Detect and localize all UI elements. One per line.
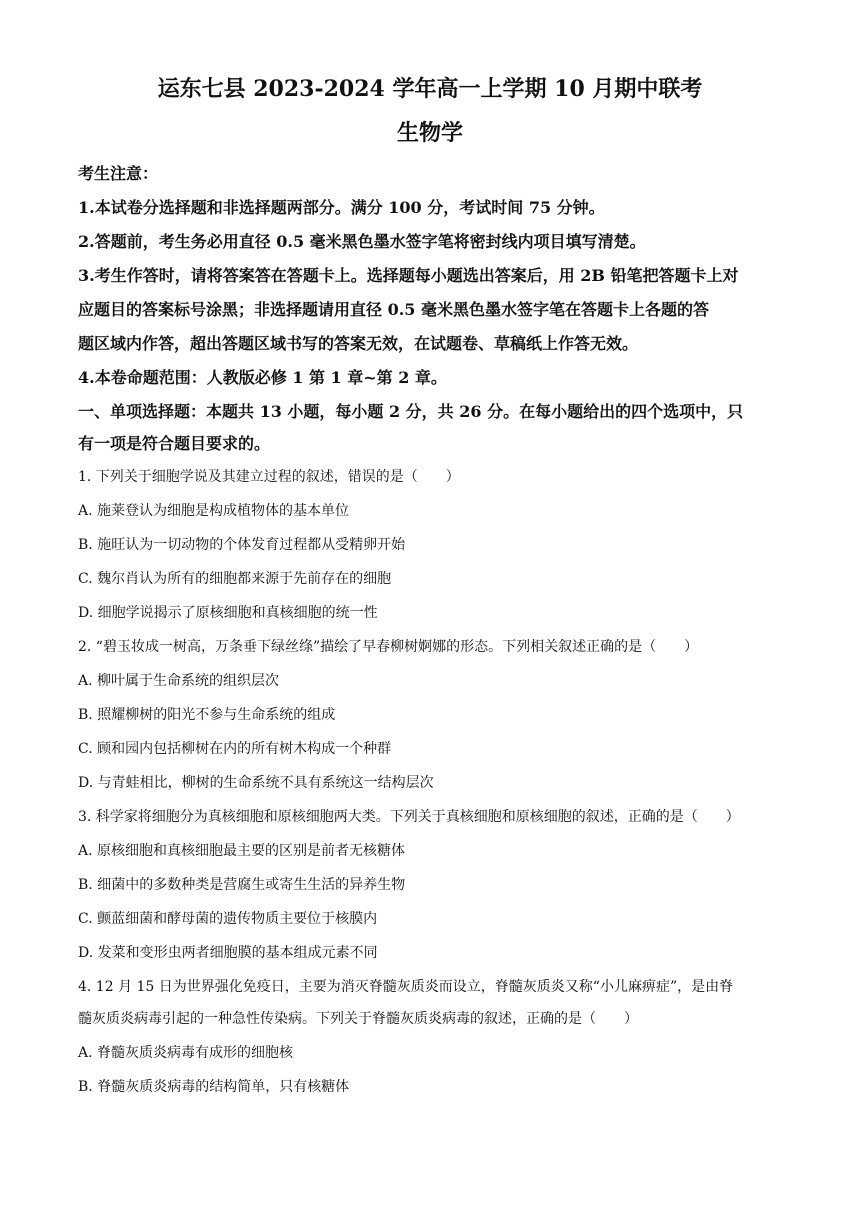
notice-line: 题区域内作答，超出答题区域书写的答案无效，在试题卷、草稿纸上作答无效。 — [78, 334, 639, 353]
question-stem: 4. 12 月 15 日为世界强化免疫日，主要为消灭脊髓灰质炎而设立，脊髓灰质炎又称“小儿麻痹症”，是由脊 — [78, 979, 734, 995]
exam-subject: 生物学 — [396, 120, 463, 146]
question-option: C. 魏尔肖认为所有的细胞都来源于先前存在的细胞 — [78, 571, 392, 587]
question-stem-cont: 髓灰质炎病毒引起的一种急性传染病。下列关于脊髓灰质炎病毒的叙述，正确的是（ ） — [78, 1011, 638, 1027]
question-option: A. 柳叶属于生命系统的组织层次 — [78, 673, 280, 689]
question-stem: 3. 科学家将细胞分为真核细胞和原核细胞两大类。下列关于真核细胞和原核细胞的叙述，正确的是（ ） — [78, 809, 740, 825]
question-option: B. 照耀柳树的阳光不参与生命系统的组成 — [78, 707, 336, 723]
notice-line: 3.考生作答时，请将答案答在答题卡上。选择题每小题选出答案后，用 2B 铅笔把答题卡上对 — [78, 266, 739, 285]
question-option: B. 施旺认为一切动物的个体发育过程都从受精卵开始 — [78, 537, 406, 553]
notice-line: 应题目的答案标号涂黑；非选择题请用直径 0.5 毫米黑色墨水签字笔在答题卡上各题的答 — [78, 300, 709, 319]
exam-title: 运东七县 2023-2024 学年高一上学期 10 月期中联考 — [157, 76, 703, 102]
section-heading-cont: 有一项是符合题目要求的。 — [78, 434, 271, 453]
question-option: A. 原核细胞和真核细胞最主要的区别是前者无核糖体 — [78, 843, 406, 859]
question-option: C. 颤蓝细菌和酵母菌的遗传物质主要位于核膜内 — [78, 911, 378, 927]
question-stem: 2. “碧玉妆成一树高，万条垂下绿丝绦”描绘了早春柳树婀娜的形态。下列相关叙述正确的是（ ） — [78, 639, 699, 655]
question-option: A. 脊髓灰质炎病毒有成形的细胞核 — [78, 1045, 294, 1061]
question-option: B. 细菌中的多数种类是营腐生或寄生生活的异养生物 — [78, 877, 406, 893]
section-heading: 一、单项选择题：本题共 13 小题，每小题 2 分，共 26 分。在每小题给出的四个选项中，只 — [78, 402, 744, 421]
notice-line: 2.答题前，考生务必用直径 0.5 毫米黑色墨水签字笔将密封线内项目填写清楚。 — [78, 232, 646, 251]
question-option: A. 施莱登认为细胞是构成植物体的基本单位 — [78, 503, 350, 519]
question-stem: 1. 下列关于细胞学说及其建立过程的叙述，错误的是（ ） — [78, 469, 460, 485]
question-option: D. 细胞学说揭示了原核细胞和真核细胞的统一性 — [78, 605, 378, 621]
question-option: C. 顾和园内包括柳树在内的所有树木构成一个种群 — [78, 741, 392, 757]
notice-heading: 考生注意： — [78, 164, 159, 183]
notice-line: 4.本卷命题范围：人教版必修 1 第 1 章~第 2 章。 — [78, 368, 447, 387]
question-option: D. 发菜和变形虫两者细胞膜的基本组成元素不同 — [78, 945, 378, 961]
question-option: D. 与青蛙相比，柳树的生命系统不具有系统这一结构层次 — [78, 775, 434, 791]
notice-line: 1.本试卷分选择题和非选择题两部分。满分 100 分，考试时间 75 分钟。 — [78, 198, 605, 217]
question-option: B. 脊髓灰质炎病毒的结构简单，只有核糖体 — [78, 1079, 350, 1095]
